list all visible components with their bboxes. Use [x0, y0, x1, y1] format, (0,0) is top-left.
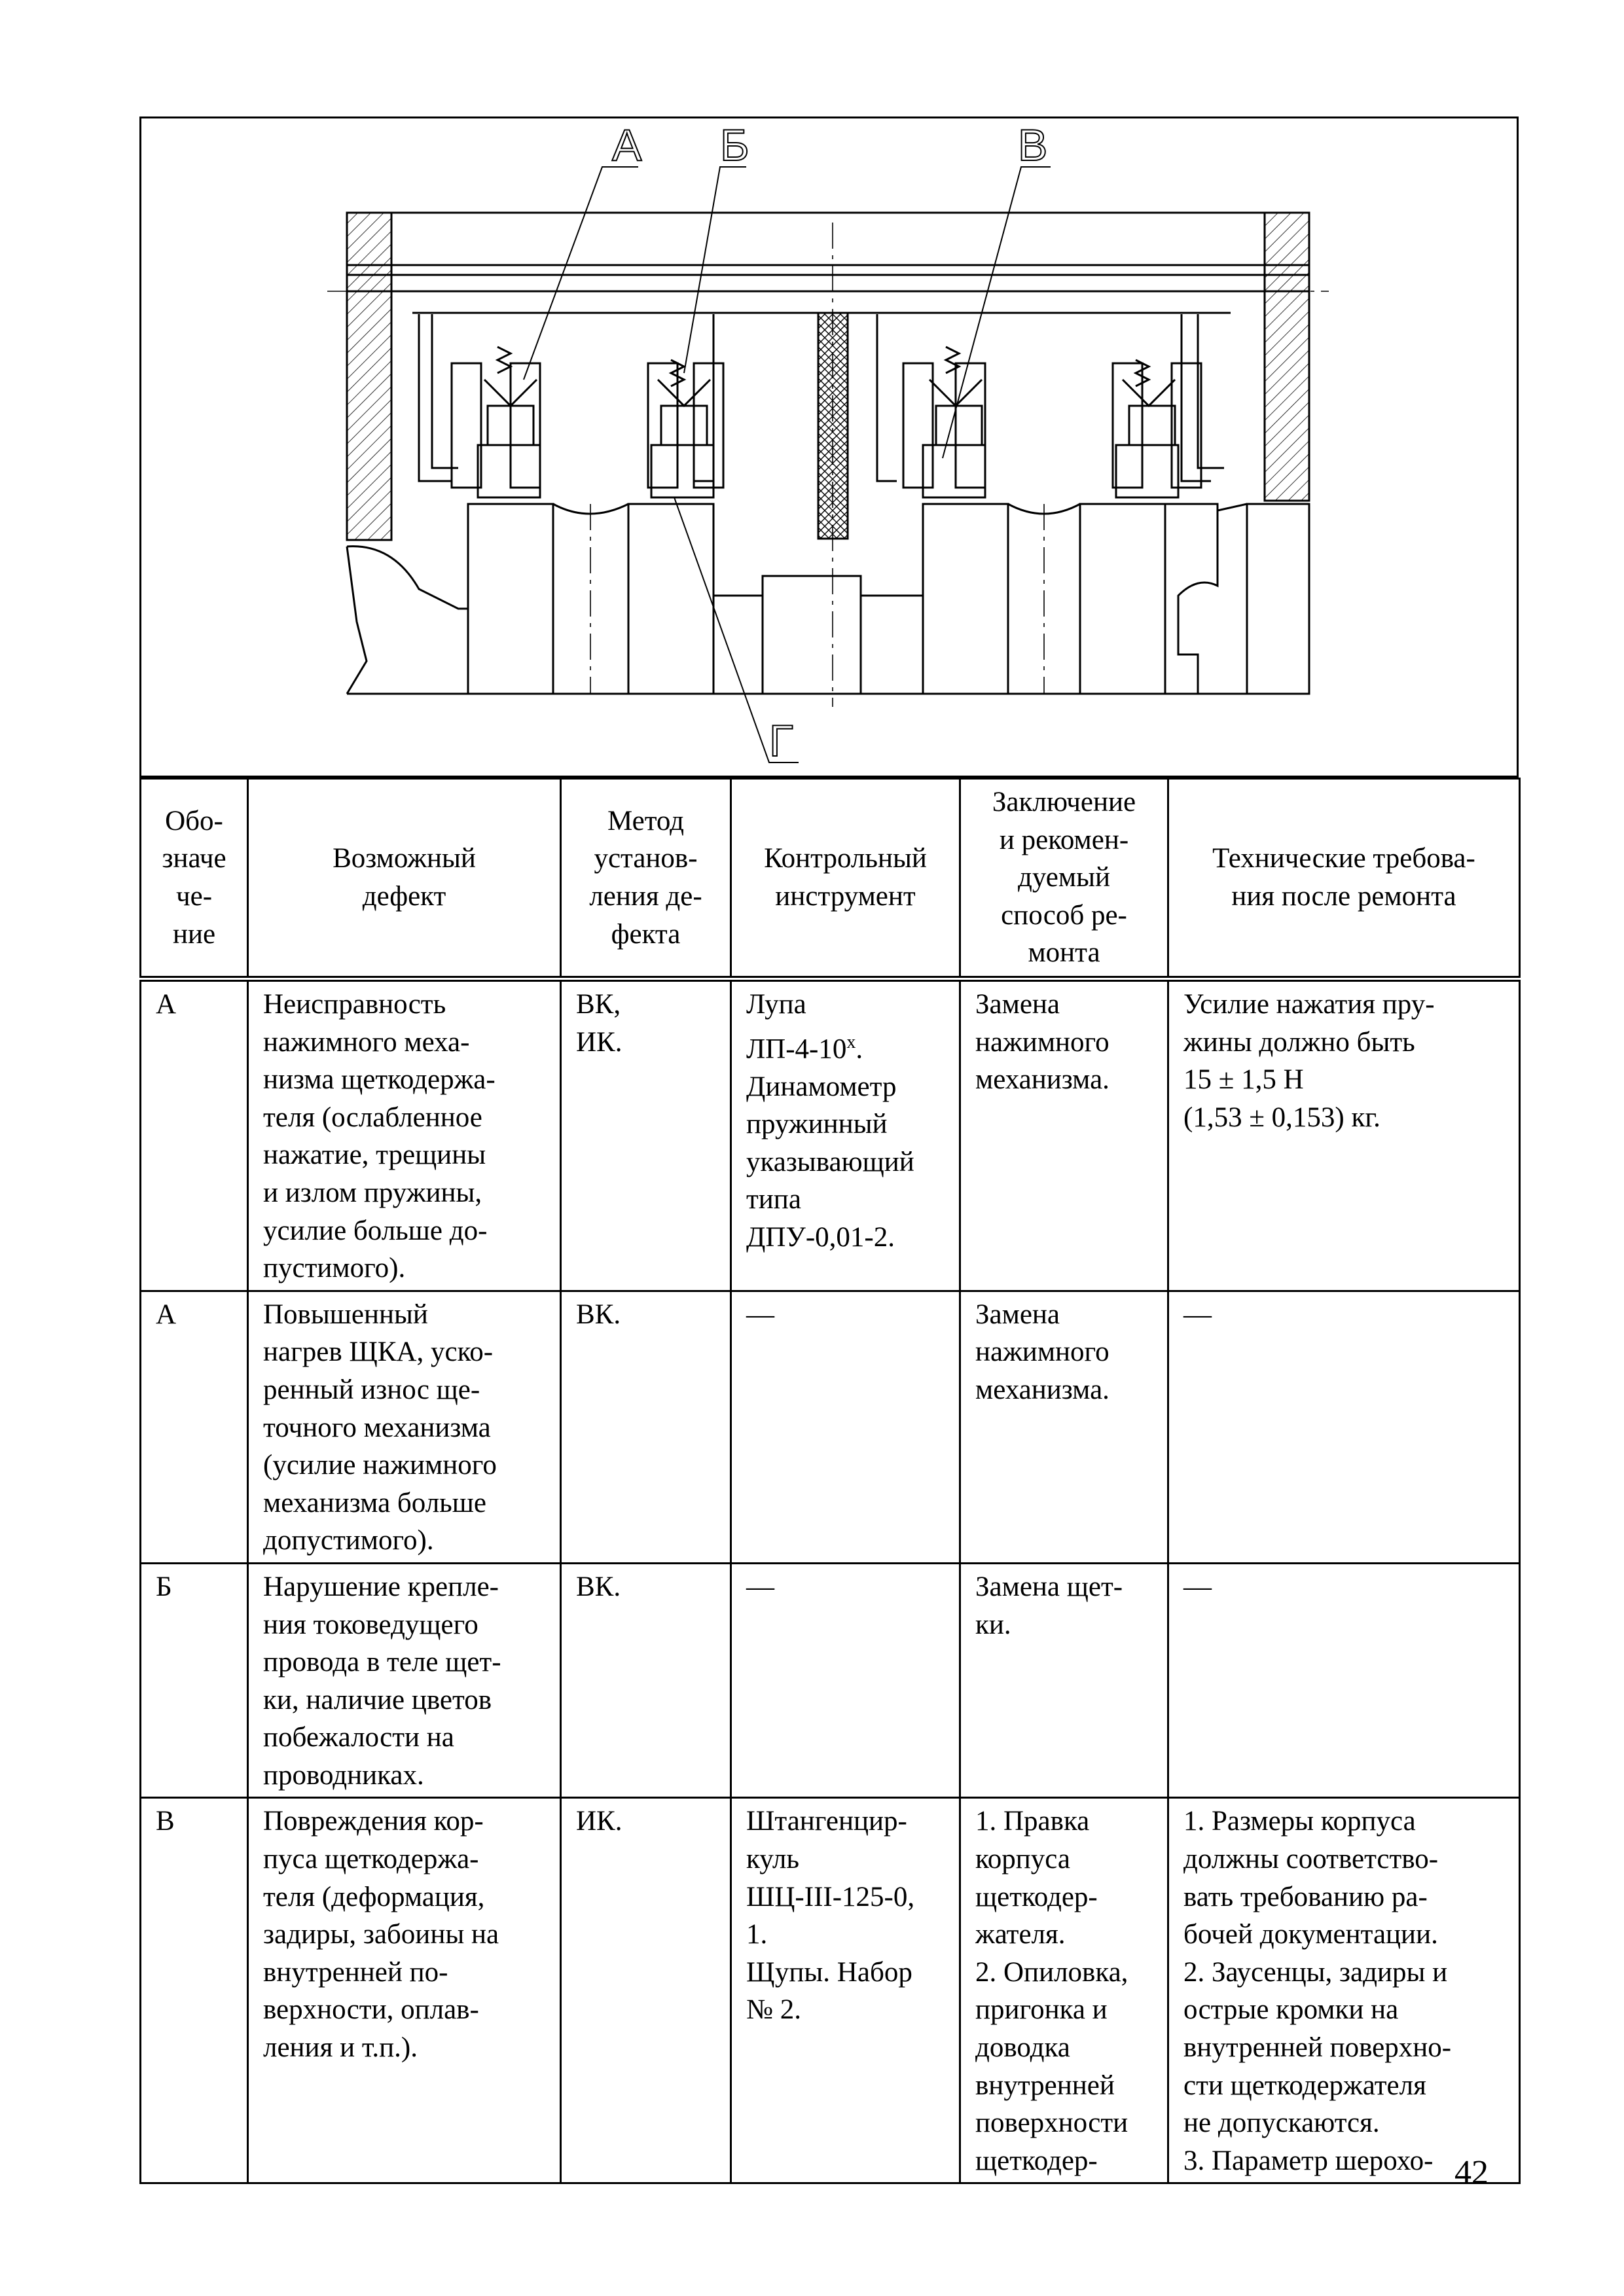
- row-designation: А: [141, 979, 248, 1291]
- callout-a-label: А: [612, 120, 642, 170]
- row-requirements: —: [1168, 1291, 1520, 1563]
- row-designation: Б: [141, 1563, 248, 1798]
- row-requirements: —: [1168, 1563, 1520, 1798]
- header-requirements: Технические требова- ния после ремонта: [1168, 779, 1520, 979]
- row-tool: [731, 979, 960, 1291]
- row-repair: Замена щет- ки.: [960, 1563, 1168, 1798]
- row-repair: 1. Правка корпуса щеткодер- жателя. 2. Опиловка, пригонка и доводка внутренней поверхности щеткодер-: [960, 1798, 1168, 2183]
- brush-holder-assembly-drawing: [0, 0, 1624, 785]
- table-row: [141, 979, 1520, 1291]
- row-tool: —: [731, 1291, 960, 1563]
- header-tool: Контрольный инструмент: [731, 779, 960, 979]
- tool-text: Лупа ЛП-4-10: [746, 989, 847, 1064]
- tool-superscript: х: [846, 1031, 856, 1052]
- row-defect: Повреждения кор- пуса щеткодержа- теля (деформация, задиры, забоины на внутренней по- верхности, оплав- ления и т.п.).: [248, 1798, 561, 2183]
- header-repair: Заключение и рекомен- дуемый способ ре- монта: [960, 779, 1168, 979]
- callout-g-label: Г: [769, 716, 793, 766]
- tool-text-rest: . Динамометр пружинный указывающий типа ДПУ-0,01-2.: [746, 1033, 914, 1253]
- header-method: Метод установ- ления де- фекта: [561, 779, 731, 979]
- row-designation: В: [141, 1798, 248, 2183]
- row-method: ВК, ИК.: [561, 979, 731, 1291]
- table-row: [141, 1291, 1520, 1563]
- callout-b-label: Б: [720, 120, 749, 170]
- table-row: [141, 1798, 1520, 2183]
- callout-v-label: В: [1018, 120, 1048, 170]
- page-number: 42: [1454, 2154, 1489, 2191]
- table-row: [141, 1563, 1520, 1798]
- header-designation: Обо- значе че- ние: [141, 779, 248, 979]
- defects-table: [139, 778, 1521, 2184]
- row-defect: Нарушение крепле- ния токоведущего провода в теле щет- ки, наличие цветов побежалости на проводниках.: [248, 1563, 561, 1798]
- row-method: ИК.: [561, 1798, 731, 2183]
- row-designation: А: [141, 1291, 248, 1563]
- row-repair: Замена нажимного механизма.: [960, 1291, 1168, 1563]
- row-method: ВК.: [561, 1291, 731, 1563]
- row-repair: Замена нажимного механизма.: [960, 979, 1168, 1291]
- row-defect: Неисправность нажимного меха- низма щеткодержа- теля (ослабленное нажатие, трещины и излом пружины, усилие больше до- пустимого).: [248, 979, 561, 1291]
- row-defect: Повышенный нагрев ЩКА, уско- ренный износ ще- точного механизма (усилие нажимного механизма больше допустимого).: [248, 1291, 561, 1563]
- table-header-row: [141, 779, 1520, 979]
- row-method: ВК.: [561, 1563, 731, 1798]
- row-requirements: 1. Размеры корпуса должны соответство- вать требованию ра- бочей документации. 2. Заусенцы, задиры и острые кромки на внутренней поверхно- сти щеткодержателя не допускаются. 3. Параметр шерохо-: [1168, 1798, 1520, 2183]
- header-defect: Возможный дефект: [248, 779, 561, 979]
- row-requirements: Усилие нажатия пру- жины должно быть 15 ± 1,5 Н (1,53 ± 0,153) кг.: [1168, 979, 1520, 1291]
- row-tool: —: [731, 1563, 960, 1798]
- row-tool: Штангенцир- куль ШЦ-III-125-0, 1. Щупы. Набор № 2.: [731, 1798, 960, 2183]
